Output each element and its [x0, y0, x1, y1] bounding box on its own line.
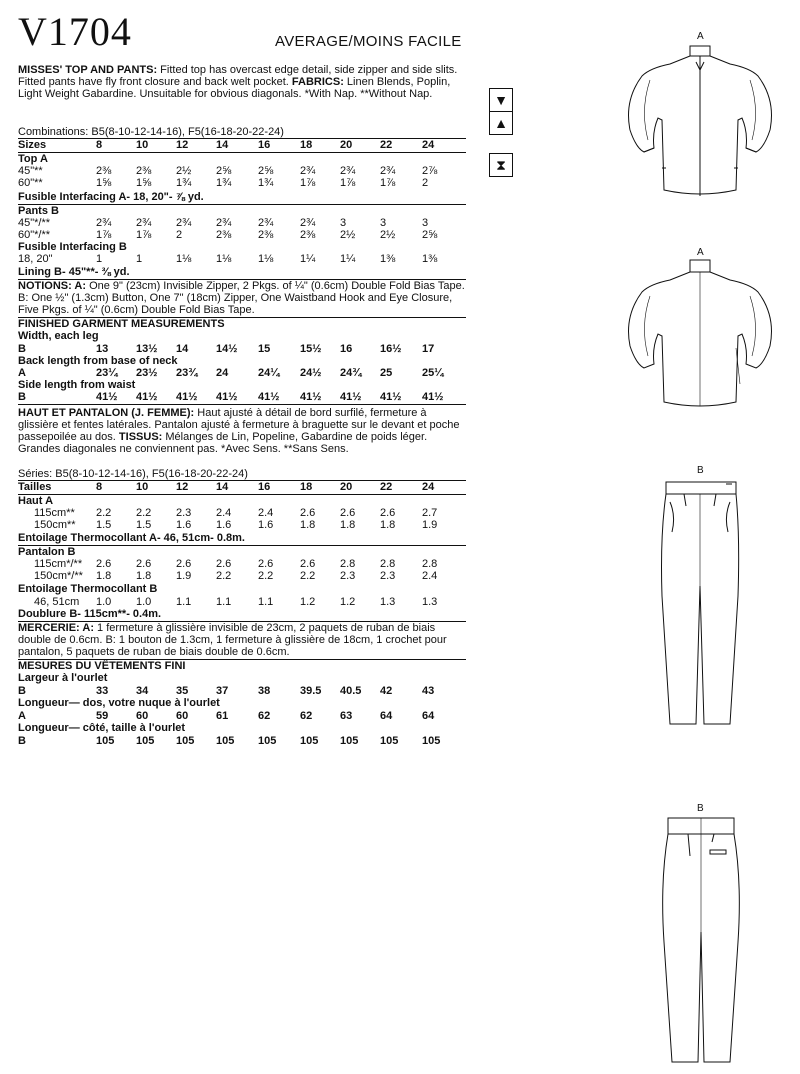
pants-b-heading: Pants B: [18, 205, 59, 217]
size-value: 1.3: [422, 596, 438, 608]
size-value: 1.8: [96, 570, 112, 582]
size-value: 1⅛: [216, 253, 232, 265]
size-value: 60: [136, 710, 149, 722]
size-value: 64: [380, 710, 393, 722]
row-label: A: [18, 367, 26, 379]
size-value: 3: [380, 217, 387, 229]
series: Séries: B5(8-10-12-14-16), F5(16-18-20-22-24): [18, 468, 248, 480]
pantalon-b-heading: Pantalon B: [18, 546, 76, 558]
size-header: 24: [422, 481, 435, 493]
arrow-down-icon: ▼: [489, 88, 513, 112]
size-value: 62: [258, 710, 271, 722]
size-value: 1.0: [96, 596, 112, 608]
view-label-a-back: A: [697, 247, 704, 258]
mesures-heading: MESURES DU VÊTEMENTS FINI: [18, 660, 186, 672]
combinations: Combinations: B5(8-10-12-14-16), F5(16-18-20-22-24): [18, 126, 284, 138]
size-header: 18: [300, 481, 313, 493]
size-value: 16½: [380, 343, 402, 355]
size-value: 2.6: [216, 558, 232, 570]
size-value: 2.4: [258, 507, 274, 519]
pants-b-front-illustration: [640, 476, 760, 731]
size-value: 2⅜: [300, 229, 316, 241]
size-value: 24½: [300, 367, 322, 379]
yardage-row: [18, 570, 466, 582]
pattern-number: V1704: [18, 9, 132, 54]
size-value: 35: [176, 685, 189, 697]
fusible-interfacing-a: Fusible Interfacing A- 18, 20"- ⅞ yd.: [18, 191, 204, 203]
yardage-row: [18, 519, 466, 531]
english-description: [18, 64, 466, 100]
size-value: 41½: [258, 391, 280, 403]
size-value: 1.1: [258, 596, 274, 608]
sizes-label: Tailles: [18, 481, 52, 493]
size-value: 1⅛: [258, 253, 274, 265]
size-value: 61: [216, 710, 229, 722]
size-value: 1¼: [340, 253, 356, 265]
size-value: 2.3: [176, 507, 192, 519]
size-value: 2¾: [380, 165, 396, 177]
size-value: 1.8: [300, 519, 316, 531]
row-label: 60"*/**: [18, 229, 51, 241]
size-value: 17: [422, 343, 435, 355]
size-header: 14: [216, 481, 229, 493]
size-value: 2.8: [340, 558, 356, 570]
size-value: 23¾: [176, 367, 198, 379]
top-a-heading: Top A: [18, 153, 48, 165]
size-value: 14: [176, 343, 189, 355]
size-value: 1.6: [216, 519, 232, 531]
notions-body: 1 fermeture à glissière invisible de 23cm, 2 paquets de ruban de biais double de 0.6cm. B: 1 bouton de 1.3cm, 1 fermeture à glissière de 18cm, 1 crochet pour pantalon, 5 paquets de ruban de biais double de 0.6cm.: [18, 622, 447, 658]
size-value: 2¾: [136, 217, 152, 229]
size-value: 41½: [380, 391, 402, 403]
size-value: 105: [422, 735, 441, 747]
size-value: 1¾: [176, 177, 192, 189]
size-value: 2.2: [136, 507, 152, 519]
size-value: 105: [176, 735, 195, 747]
size-value: 2.4: [422, 570, 438, 582]
size-value: 1.6: [176, 519, 192, 531]
size-header: 8: [96, 481, 103, 493]
size-value: 42: [380, 685, 393, 697]
size-value: 24: [216, 367, 229, 379]
size-value: 24¼: [258, 367, 280, 379]
size-value: 60: [176, 710, 189, 722]
size-value: 105: [96, 735, 115, 747]
top-a-back-illustration: [610, 256, 790, 416]
size-value: 15: [258, 343, 271, 355]
size-value: 2⅜: [216, 229, 232, 241]
entoilage-b: Entoilage Thermocollant B: [18, 583, 158, 595]
row-label: B: [18, 685, 26, 697]
size-value: 1.1: [176, 596, 192, 608]
size-header: 18: [300, 139, 313, 151]
rule-line: [18, 404, 466, 405]
size-value: 64: [422, 710, 435, 722]
size-value: 2½: [380, 229, 396, 241]
size-value: 2¾: [258, 217, 274, 229]
row-label: B: [18, 735, 26, 747]
measurement-row: [18, 710, 466, 722]
size-value: 2.6: [300, 507, 316, 519]
size-value: 34: [136, 685, 149, 697]
notions-body: One 9" (23cm) Invisible Zipper, 2 Pkgs. of ¼" (0.6cm) Double Fold Bias Tape. B: One ½" (1.3cm) Button, One 7" (18cm) Zipper, One Waistband Hook and Eye Closure, Five Pkgs. of ¼" (0.6cm) Double Fold Bias Tape.: [18, 280, 465, 316]
size-value: 1⅞: [380, 177, 396, 189]
description-title: MISSES' TOP AND PANTS:: [18, 64, 158, 76]
size-value: 1⅝: [96, 177, 112, 189]
size-value: 1.5: [136, 519, 152, 531]
size-value: 1¼: [300, 253, 316, 265]
size-value: 105: [340, 735, 359, 747]
size-value: 23¼: [96, 367, 118, 379]
size-value: 1.3: [380, 596, 396, 608]
finished-measurements-heading: FINISHED GARMENT MEASUREMENTS: [18, 318, 225, 330]
size-value: 1.2: [340, 596, 356, 608]
size-value: 2.6: [340, 507, 356, 519]
size-value: 1.5: [96, 519, 112, 531]
size-value: 1.9: [176, 570, 192, 582]
measurement-row: [18, 391, 466, 403]
measurement-row: [18, 343, 466, 355]
yardage-row: [18, 177, 466, 189]
longueur-dos-heading: Longueur— dos, votre nuque à l'ourlet: [18, 697, 220, 709]
size-value: 1⅞: [300, 177, 316, 189]
view-label-b-back: B: [697, 803, 704, 814]
size-header: 12: [176, 139, 189, 151]
row-label: 115cm**: [34, 507, 75, 519]
size-value: 2.3: [380, 570, 396, 582]
pants-b-back-illustration: [640, 812, 760, 1067]
row-label: 18, 20": [18, 253, 53, 265]
size-value: 2.6: [380, 507, 396, 519]
size-header: 22: [380, 481, 393, 493]
size-header: 22: [380, 139, 393, 151]
fusible-interfacing-b: Fusible Interfacing B: [18, 241, 127, 253]
row-label: 115cm*/**: [34, 558, 83, 570]
size-value: 2.2: [216, 570, 232, 582]
size-value: 62: [300, 710, 313, 722]
french-description-body: Haut ajusté à détail de bord surfilé, fermeture à glissière et fentes latérales. Pantalon ajusté à fermeture à braguette sur le devant et poche passepoilée au dos.: [18, 407, 460, 443]
largeur-heading: Largeur à l'ourlet: [18, 672, 108, 684]
view-label-b-front: B: [697, 465, 704, 476]
size-value: 1.1: [216, 596, 232, 608]
size-header: 10: [136, 481, 149, 493]
size-header: 16: [258, 481, 271, 493]
size-value: 2.7: [422, 507, 438, 519]
size-value: 41½: [422, 391, 444, 403]
size-value: 1.9: [422, 519, 438, 531]
french-description: [18, 407, 466, 455]
size-value: 2¾: [300, 217, 316, 229]
size-header: 20: [340, 481, 353, 493]
size-header: 24: [422, 139, 435, 151]
size-value: 38: [258, 685, 271, 697]
description-body: Fitted top has overcast edge detail, side zipper and side slits. Fitted pants have fly front closure and back welt pocket.: [18, 64, 458, 88]
size-value: 1.6: [258, 519, 274, 531]
yardage-row: [18, 229, 466, 241]
size-value: 3: [340, 217, 347, 229]
size-value: 41½: [136, 391, 158, 403]
size-value: 2⅜: [258, 229, 274, 241]
size-value: 24¾: [340, 367, 362, 379]
size-value: 105: [258, 735, 277, 747]
size-value: 14½: [216, 343, 238, 355]
size-value: 105: [216, 735, 235, 747]
size-value: 41½: [96, 391, 118, 403]
size-value: 2⅞: [422, 165, 438, 177]
sizes-row: [18, 139, 466, 151]
size-value: 1⅞: [340, 177, 356, 189]
size-value: 1⅞: [136, 229, 152, 241]
row-label: 46, 51cm: [34, 596, 80, 608]
yardage-row: [18, 558, 466, 570]
size-value: 105: [300, 735, 319, 747]
french-fabrics-label: TISSUS:: [118, 431, 163, 443]
row-label: B: [18, 343, 26, 355]
french-fabrics-body: Mélanges de Lin, Popeline, Gabardine de poids léger. Grandes diagonales ne conviennent pas. *Avec Sens. **Sans Sens.: [18, 431, 428, 455]
size-value: 37: [216, 685, 229, 697]
size-value: 1⅜: [422, 253, 438, 265]
size-value: 13½: [136, 343, 158, 355]
size-value: 2¾: [216, 217, 232, 229]
row-label: A: [18, 710, 26, 722]
row-label: 150cm*/**: [34, 570, 83, 582]
yardage-row: [18, 253, 466, 265]
arrow-up-icon: ▲: [489, 111, 513, 135]
size-value: 59: [96, 710, 109, 722]
row-label: 45"**: [18, 165, 43, 177]
size-value: 41½: [176, 391, 198, 403]
size-value: 1⅛: [176, 253, 192, 265]
size-value: 2⅝: [216, 165, 232, 177]
size-value: 15½: [300, 343, 322, 355]
size-value: 1⅝: [136, 177, 152, 189]
size-header: 14: [216, 139, 229, 151]
notions: [18, 280, 466, 316]
notions-label: MERCERIE: A:: [18, 622, 94, 634]
row-label: 60"**: [18, 177, 43, 189]
size-value: 2: [422, 177, 429, 189]
size-value: 2.8: [422, 558, 438, 570]
size-value: 2⅝: [258, 165, 274, 177]
size-value: 23½: [136, 367, 158, 379]
size-value: 1.0: [136, 596, 152, 608]
size-value: 3: [422, 217, 429, 229]
haut-a-heading: Haut A: [18, 495, 54, 507]
hourglass-icon: ⧗: [489, 153, 513, 177]
french-description-title: HAUT ET PANTALON (J. FEMME):: [18, 407, 195, 419]
size-value: 1.8: [136, 570, 152, 582]
size-value: 2.3: [340, 570, 356, 582]
longueur-cote-heading: Longueur— côté, taille à l'ourlet: [18, 722, 186, 734]
mercerie: [18, 622, 466, 658]
lining-b: Lining B- 45"**- ⅜ yd.: [18, 266, 130, 278]
doublure-b: Doublure B- 115cm**- 0.4m.: [18, 608, 162, 620]
row-label: 150cm**: [34, 519, 76, 531]
entoilage-a: Entoilage Thermocollant A- 46, 51cm- 0.8m.: [18, 532, 245, 544]
size-value: 1⅜: [380, 253, 396, 265]
view-label-a-front: A: [697, 31, 704, 42]
size-header: 16: [258, 139, 271, 151]
size-header: 20: [340, 139, 353, 151]
size-value: 2: [176, 229, 183, 241]
size-value: 63: [340, 710, 353, 722]
measurement-row: [18, 685, 466, 697]
size-value: 16: [340, 343, 353, 355]
notions-label: NOTIONS: A:: [18, 280, 87, 292]
size-value: 41½: [340, 391, 362, 403]
size-value: 1.8: [380, 519, 396, 531]
difficulty-level: AVERAGE/MOINS FACILE: [275, 33, 462, 50]
size-value: 40.5: [340, 685, 362, 697]
sizes-row: [18, 481, 466, 493]
size-value: 1¾: [258, 177, 274, 189]
size-value: 2¾: [340, 165, 356, 177]
size-value: 1: [136, 253, 143, 265]
size-value: 43: [422, 685, 435, 697]
size-value: 1¾: [216, 177, 232, 189]
size-value: 2¾: [300, 165, 316, 177]
fabrics-label: FABRICS:: [291, 76, 344, 88]
size-value: 2.2: [300, 570, 316, 582]
measurement-row: [18, 367, 466, 379]
size-value: 2½: [340, 229, 356, 241]
size-header: 10: [136, 139, 149, 151]
size-value: 2⅜: [136, 165, 152, 177]
size-value: 2.4: [216, 507, 232, 519]
width-leg-heading: Width, each leg: [18, 330, 99, 342]
side-length-heading: Side length from waist: [18, 379, 136, 391]
size-value: 2¾: [96, 217, 112, 229]
top-a-front-illustration: [610, 40, 790, 205]
size-value: 1⅞: [96, 229, 112, 241]
yardage-row: [18, 596, 466, 608]
size-header: 8: [96, 139, 103, 151]
size-value: 105: [380, 735, 399, 747]
size-value: 25¼: [422, 367, 444, 379]
back-length-heading: Back length from base of neck: [18, 355, 178, 367]
fabrics-body: Linen Blends, Poplin, Light Weight Gabardine. Unsuitable for obvious diagonals. *With Nap. **Without Nap.: [18, 76, 451, 100]
yardage-row: [18, 165, 466, 177]
size-value: 2.2: [96, 507, 112, 519]
size-value: 41½: [216, 391, 238, 403]
size-value: 2.2: [258, 570, 274, 582]
size-value: 39.5: [300, 685, 322, 697]
row-label: 45"*/**: [18, 217, 51, 229]
sizes-label: Sizes: [18, 139, 47, 151]
measurement-row: [18, 735, 466, 747]
size-header: 12: [176, 481, 189, 493]
size-value: 41½: [300, 391, 322, 403]
size-value: 25: [380, 367, 393, 379]
size-value: 2.6: [176, 558, 192, 570]
size-value: 2⅜: [96, 165, 112, 177]
size-value: 2½: [176, 165, 192, 177]
size-value: 1.8: [340, 519, 356, 531]
size-value: 13: [96, 343, 109, 355]
size-value: 2.6: [258, 558, 274, 570]
size-value: 1.2: [300, 596, 316, 608]
size-value: 2.6: [300, 558, 316, 570]
size-value: 105: [136, 735, 155, 747]
yardage-row: [18, 217, 466, 229]
size-value: 1: [96, 253, 103, 265]
size-value: 2.8: [380, 558, 396, 570]
size-value: 33: [96, 685, 109, 697]
row-label: B: [18, 391, 26, 403]
size-value: 2⅝: [422, 229, 438, 241]
size-value: 2.6: [96, 558, 112, 570]
yardage-row: [18, 507, 466, 519]
size-value: 2.6: [136, 558, 152, 570]
size-value: 2¾: [176, 217, 192, 229]
